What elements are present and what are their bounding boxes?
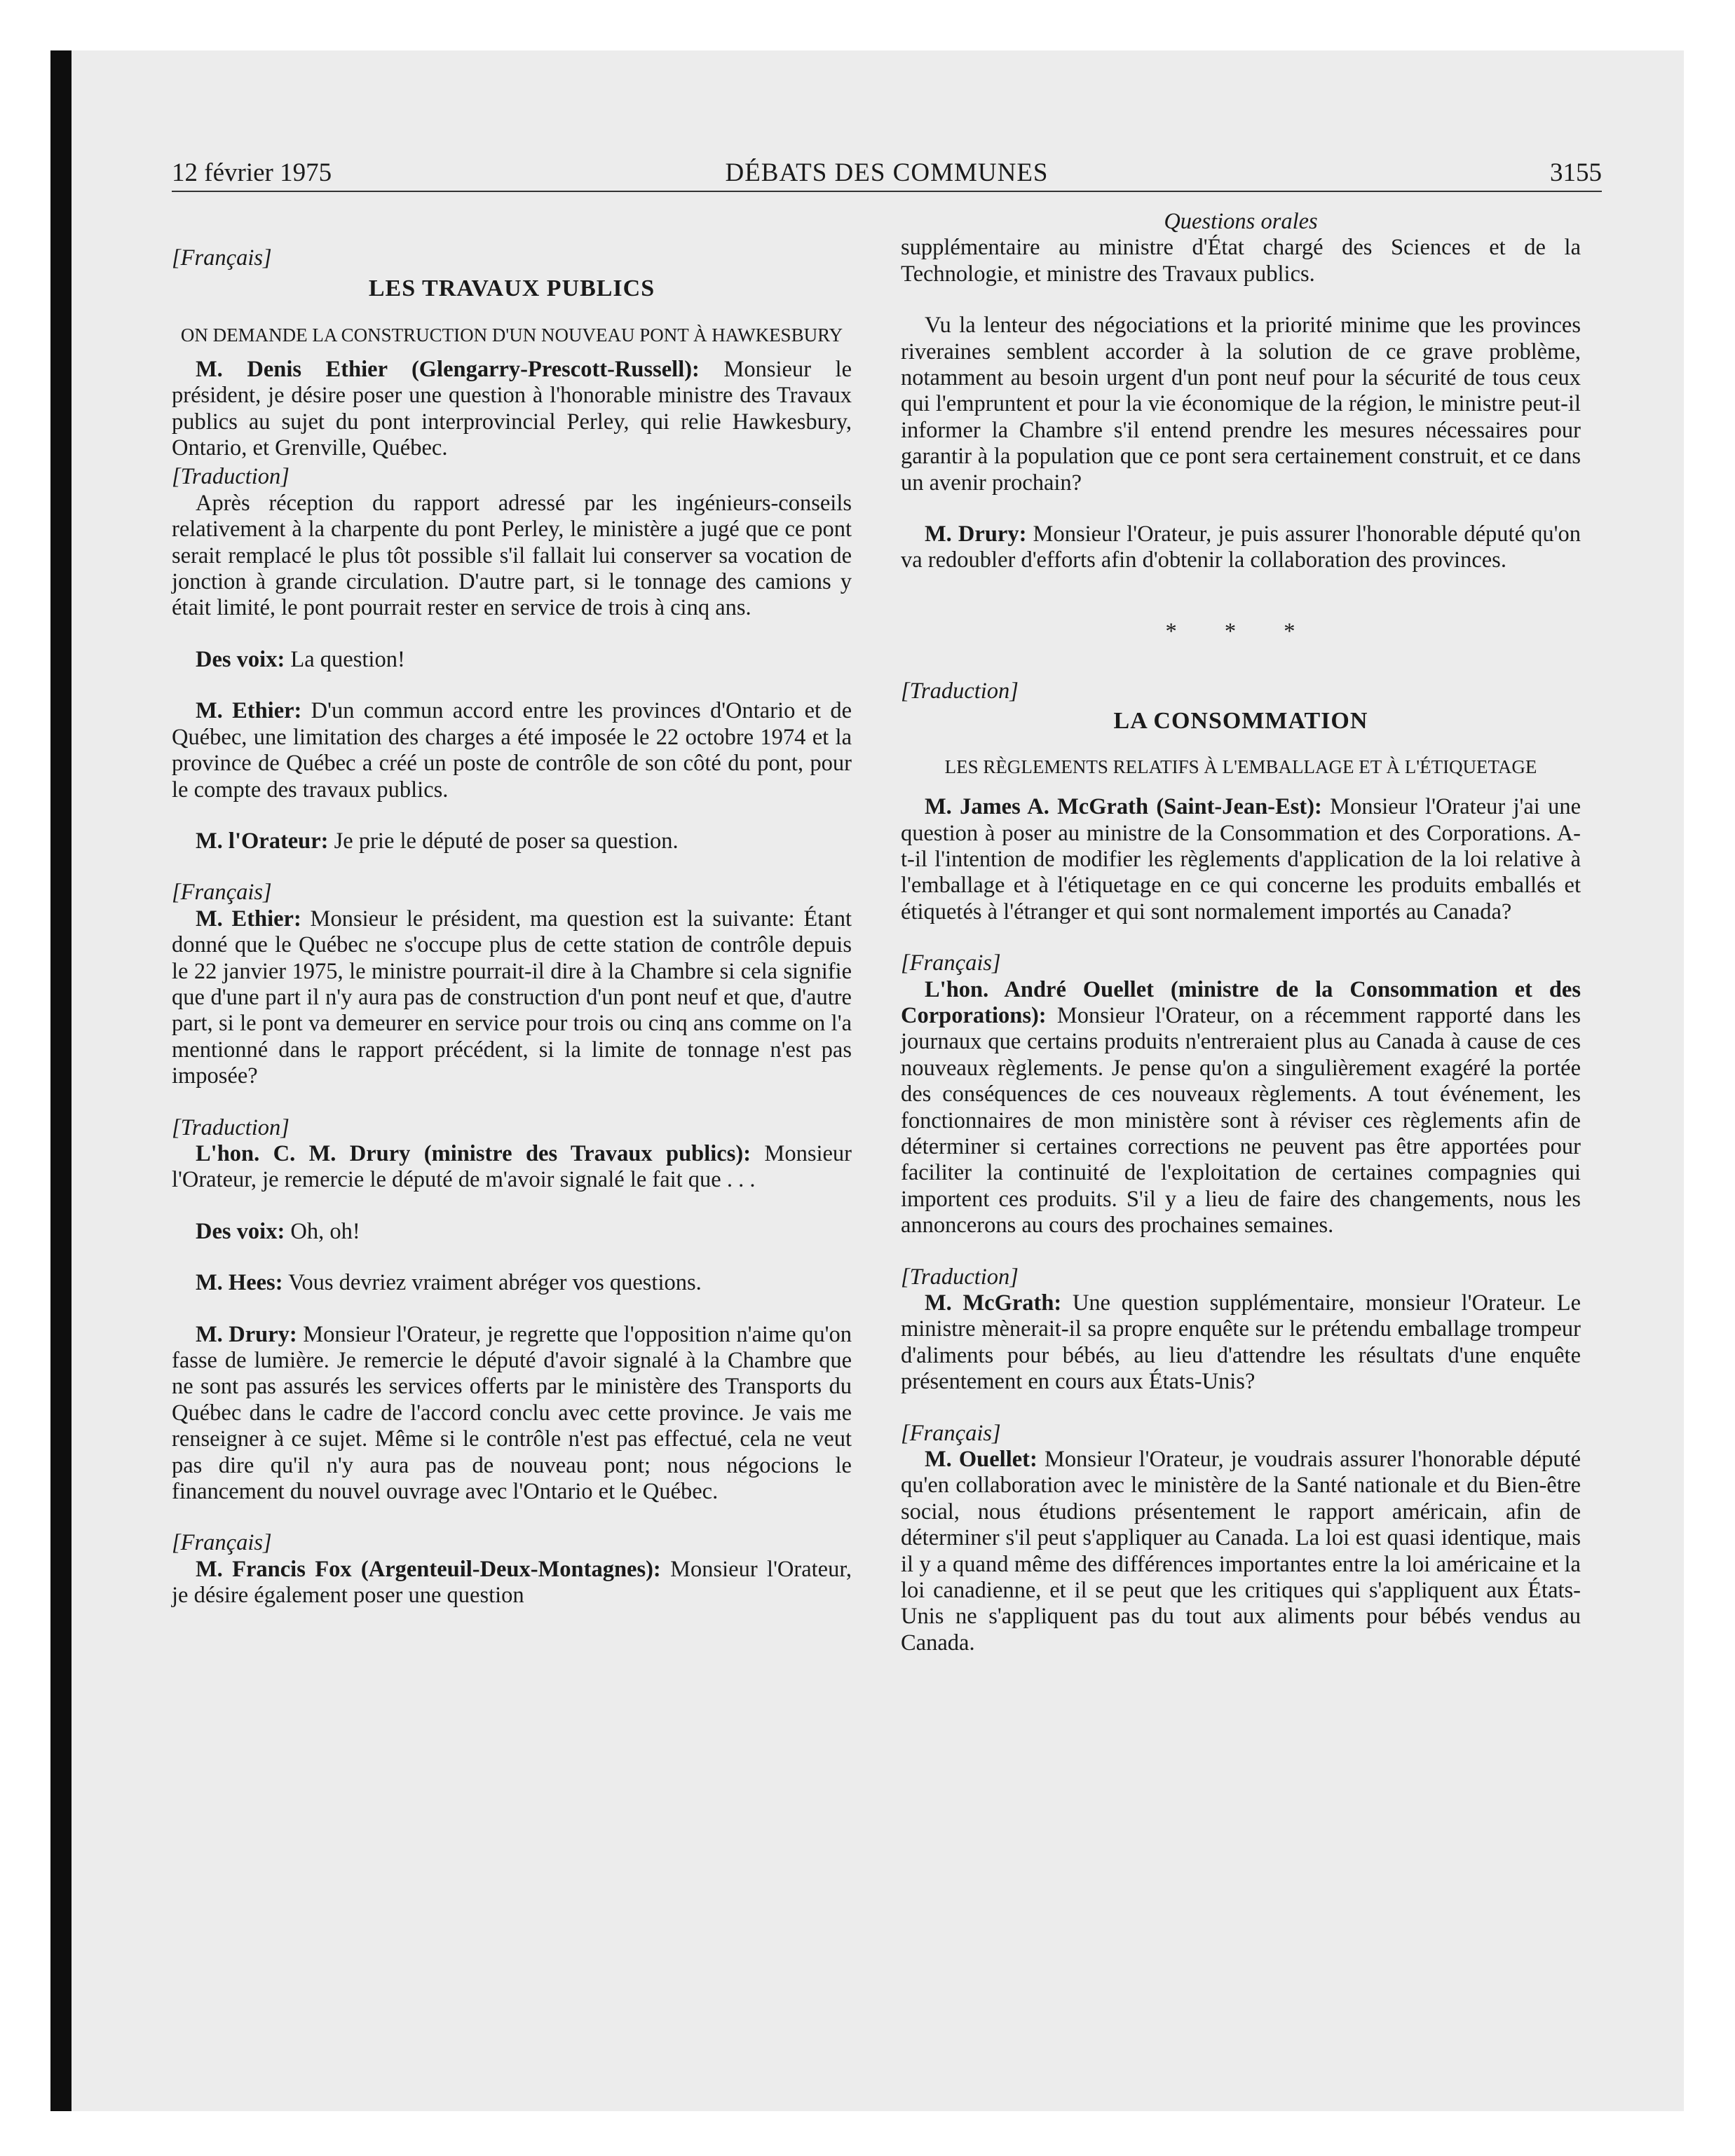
speaker-name: M. James A. McGrath (Saint-Jean-Est): [925,794,1322,820]
speaker-name: M. McGrath: [925,1290,1062,1316]
header-title: DÉBATS DES COMMUNES [725,158,1049,187]
speaker-name: L'hon. André Ouellet (ministre de la Consommation et des Corporations): [901,976,1581,1028]
speech-paragraph [901,235,1581,287]
header-rule [172,191,1602,192]
language-tag: [Français] [901,950,1001,976]
speech-paragraph [172,1557,852,1609]
language-tag: [Traduction] [172,464,290,490]
speech-paragraph [172,1141,852,1194]
speaker-name: M. Hees: [196,1270,283,1296]
speech-text: D'un commun accord entre les provinces d'Ontario et de Québec, une limitation des charges a été imposée le 22 octobre 1974 et la province de Québec a créé un poste de contrôle de son côté du pont, pour le compte des travaux publics. [172,698,852,803]
left-column [172,209,852,1609]
speech-text: Monsieur l'Orateur, je désire également poser une question [172,1556,852,1609]
header-date: 12 février 1975 [172,158,332,187]
speech-paragraph [172,357,852,462]
speech-text: Monsieur l'Orateur, je remercie le député de m'avoir signalé le fait que . . . [172,1140,852,1193]
speaker-name: M. Drury: [925,521,1027,547]
speech-paragraph [901,977,1581,1239]
speech-text: Monsieur l'Orateur, je puis assurer l'honorable député qu'on va redoubler d'efforts afin d'obtenir la collaboration des provinces. [901,521,1581,573]
speech-text: Une question supplémentaire, monsieur l'Orateur. Le ministre mènerait-il sa propre enquête sur le prétendu emballage trompeur d'aliments pour bébés, au lieu d'attendre les résultats d'une enquête présentement en cours aux États-Unis? [901,1290,1581,1395]
speech-paragraph [172,698,852,803]
language-tag: [Traduction] [172,1114,290,1140]
speech-paragraph [172,1270,852,1296]
language-tag: [Français] [172,1530,272,1556]
speech-text: Monsieur l'Orateur, je voudrais assurer l'honorable député qu'en collaboration avec le ministère de la Santé nationale et du Bien-être social, nous étudions présentement le rapport américain, afin de déterminer s'il peut s'appliquer au Canada. La loi est quasi identique, mais il y a quand même des différences importantes entre la loi américaine et la loi canadienne, et il se peut que les critiques qui s'appliquent aux États-Unis ne s'appliquent pas du tout aux aliments pour bébés vendus au Canada. [901,1447,1581,1656]
speaker-name: Des voix: [196,646,285,672]
speech-text: La question! [290,646,405,672]
speaker-name: M. l'Orateur: [196,828,329,854]
speech-paragraph [172,828,852,854]
speech-paragraph [901,1447,1581,1656]
speech-paragraph [901,313,1581,496]
language-tag: [Français] [172,880,272,906]
speech-text: supplémentaire au ministre d'État chargé des Sciences et de la Technologie, et ministre des Travaux publics. [901,235,1581,287]
speaker-name: M. Denis Ethier (Glengarry-Prescott-Russell): [196,356,700,382]
speech-paragraph [901,1290,1581,1396]
page-header [172,156,1602,191]
section-separator-stars: * * * [1165,618,1316,644]
language-tag: [Français] [901,1420,1001,1446]
section-subheading: LES RÈGLEMENTS RELATIFS À L'EMBALLAGE ET À L'ÉTIQUETAGE [944,756,1537,778]
speech-paragraph [901,521,1581,574]
speaker-name: M. Ouellet: [925,1447,1037,1473]
speech-text: Vous devriez vraiment abréger vos questions. [288,1270,702,1296]
speaker-name: Des voix: [196,1218,285,1244]
speech-paragraph [172,647,852,673]
speech-text: Monsieur le président, ma question est la suivante: Étant donné que le Québec ne s'occupe plus de cette station de contrôle depuis le 22 janvier 1975, le ministre pourrait-il dire à la Chambre si cela signifie que d'une part il n'y aura pas de construction d'un pont neuf et que, d'autre part, si le pont va demeurer en service pour trois ou cinq ans comme on l'a mentionné dans le rapport précédent, si la limite de tonnage n'est pas imposée? [172,906,852,1089]
speech-paragraph [172,1219,852,1245]
header-page-number: 3155 [1550,158,1602,187]
section-heading: LA CONSOMMATION [1113,707,1368,734]
section-heading: LES TRAVAUX PUBLICS [368,275,655,302]
speech-text: Monsieur l'Orateur j'ai une question à poser au ministre de la Consommation et des Corporations. A-t-il l'intention de modifier les règlements d'application de la loi relative à l'emballage et à l'étiquetage en ce qui concerne les produits emballés et étiquetés à l'étranger et qui sont normalement importés au Canada? [901,794,1581,925]
language-tag: [Français] [172,245,272,271]
speech-text: Monsieur l'Orateur, on a récemment rapporté dans les journaux que certains produits n'entreraient plus au Canada à cause de ces nouveaux règlements. Je pense qu'on a singulièrement exagéré la portée des conséquences de ces nouveaux règlements. A tout événement, les fonctionnaires de mon ministère sont à réviser ces règlements afin de déterminer si certaines corrections ne peuvent pas être apportées pour faciliter la continuité de l'exploitation de certaines compagnies qui importent ces produits. S'il y a lieu de faire des changements, nous les annoncerons au cours des prochaines semaines. [901,1002,1581,1239]
language-tag: [Traduction] [901,678,1019,704]
scan-edge-shadow [50,50,72,2111]
right-column [901,209,1581,1656]
section-subheading: ON DEMANDE LA CONSTRUCTION D'UN NOUVEAU PONT À HAWKESBURY [180,324,843,346]
speech-text: Après réception du rapport adressé par les ingénieurs-conseils relativement à la charpente du pont Perley, le ministère a jugé que ce pont serait remplacé le plus tôt possible s'il fallait lui conserver sa vocation de jonction à grande circulation. D'autre part, si le tonnage des camions y était limité, le pont pourrait rester en service de trois à cinq ans. [172,490,852,621]
speech-text: Vu la lenteur des négociations et la priorité minime que les provinces riveraines semblent accorder à la solution de ce grave problème, notamment au besoin urgent d'un pont neuf pour la sécurité de tous ceux qui l'empruntent et pour la vie économique de la région, le ministre peut-il informer la Chambre s'il entend prendre les mesures nécessaires pour garantir à la population que ce pont sera certainement construit, et ce dans un avenir prochain? [901,313,1581,496]
speech-text: Monsieur l'Orateur, je regrette que l'opposition n'aime qu'on fasse de lumière. Je remercie le député d'avoir signalé à la Chambre que ne sont pas assurés les services offerts par le ministère des Transports du Québec dans le cadre de l'accord conclu avec cette province. Je vais me renseigner à ce sujet. Même si le contrôle n'est pas effectué, cela ne veut pas dire qu'il n'y aura pas de nouveau pont; nous négocions le financement du nouvel ouvrage avec l'Ontario et le Québec. [172,1321,852,1505]
speaker-name: M. Drury: [196,1321,297,1347]
speech-text: Monsieur le président, je désire poser une question à l'honorable ministre des Travaux publics au sujet du pont interprovincial Perley, qui relie Hawkesbury, Ontario, et Grenville, Québec. [172,356,852,461]
speech-text: Oh, oh! [290,1218,360,1244]
speech-paragraph [172,1322,852,1506]
speaker-name: M. Ethier: [196,698,302,724]
speech-paragraph [901,794,1581,925]
speaker-name: M. Francis Fox (Argenteuil-Deux-Montagnes): [196,1556,661,1582]
speech-paragraph [172,906,852,1090]
speech-text: Je prie le député de poser sa question. [334,828,679,854]
language-tag: [Traduction] [901,1264,1019,1290]
speaker-name: L'hon. C. M. Drury (ministre des Travaux publics): [196,1140,751,1166]
running-head: Questions orales [1164,209,1318,234]
speech-paragraph [172,491,852,622]
speaker-name: M. Ethier: [196,906,301,932]
